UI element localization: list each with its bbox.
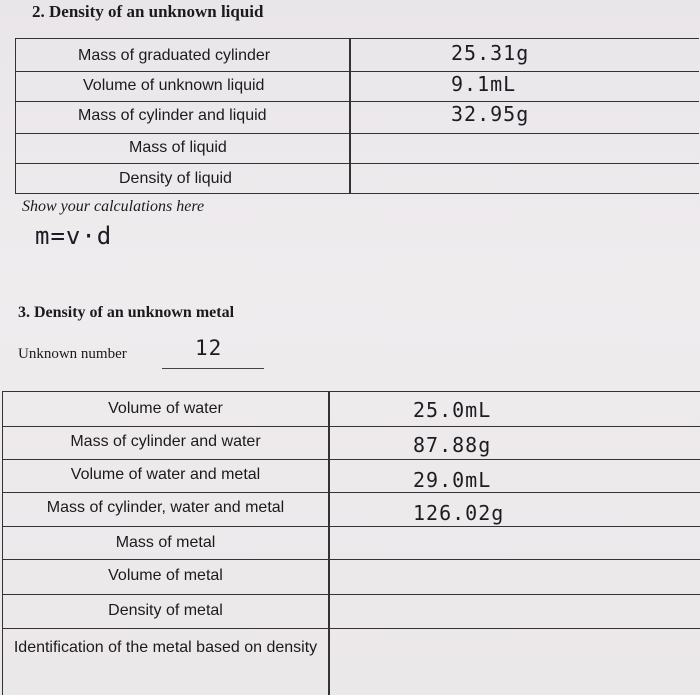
table-row bbox=[3, 492, 700, 493]
liquid-density-table bbox=[15, 38, 699, 194]
unknown-number-value[interactable]: 12 bbox=[195, 336, 223, 360]
value-volume-water[interactable]: 25.0mL bbox=[413, 398, 492, 422]
value-mass-cylinder-water[interactable]: 87.88g bbox=[413, 433, 492, 457]
row-label-mass-cylinder-water: Mass of cylinder and water bbox=[70, 433, 261, 450]
table-row bbox=[16, 163, 699, 164]
value-mass-cylinder-water-metal[interactable]: 126.02g bbox=[413, 501, 505, 525]
table-row bbox=[3, 559, 700, 560]
row-label-volume-water-metal: Volume of water and metal bbox=[70, 466, 261, 483]
table-row bbox=[3, 594, 700, 595]
unknown-number-label: Unknown number bbox=[18, 346, 127, 362]
row-label-mass-metal: Mass of metal bbox=[115, 534, 216, 551]
calculations-label: Show your calculations here bbox=[22, 198, 205, 215]
row-label-mass-liquid: Mass of liquid bbox=[129, 139, 227, 156]
column-divider bbox=[349, 39, 351, 193]
value-volume-water-metal[interactable]: 29.0mL bbox=[413, 468, 492, 492]
table-row bbox=[3, 526, 700, 527]
row-label-density-liquid: Density of liquid bbox=[119, 170, 232, 187]
section-2-title: 2. Density of an unknown liquid bbox=[32, 2, 264, 21]
row-label-volume-liquid: Volume of unknown liquid bbox=[83, 77, 265, 94]
metal-density-table bbox=[2, 391, 700, 695]
table-row bbox=[3, 628, 700, 629]
handwritten-formula: m=v·d bbox=[35, 222, 113, 250]
table-row bbox=[16, 133, 699, 134]
value-mass-cylinder-liquid[interactable]: 32.95g bbox=[451, 102, 530, 126]
table-row bbox=[16, 101, 699, 102]
section-3-title: 3. Density of an unknown metal bbox=[18, 304, 235, 321]
value-mass-cylinder[interactable]: 25.31g bbox=[451, 41, 530, 65]
table-row bbox=[3, 426, 700, 427]
row-label-metal-identification: Identification of the metal based on density bbox=[13, 639, 318, 656]
column-divider bbox=[328, 392, 330, 695]
unknown-number-line bbox=[162, 368, 264, 369]
row-label-mass-cylinder-liquid: Mass of cylinder and liquid bbox=[78, 107, 267, 124]
row-label-volume-water: Volume of water bbox=[108, 400, 223, 417]
row-label-volume-metal: Volume of metal bbox=[108, 567, 223, 584]
table-row bbox=[16, 71, 699, 72]
row-label-mass-cylinder-water-metal: Mass of cylinder, water and metal bbox=[46, 499, 285, 516]
table-row bbox=[3, 459, 700, 460]
value-volume-liquid[interactable]: 9.1mL bbox=[451, 72, 517, 96]
row-label-density-metal: Density of metal bbox=[108, 602, 223, 619]
row-label-mass-cylinder: Mass of graduated cylinder bbox=[78, 47, 271, 64]
